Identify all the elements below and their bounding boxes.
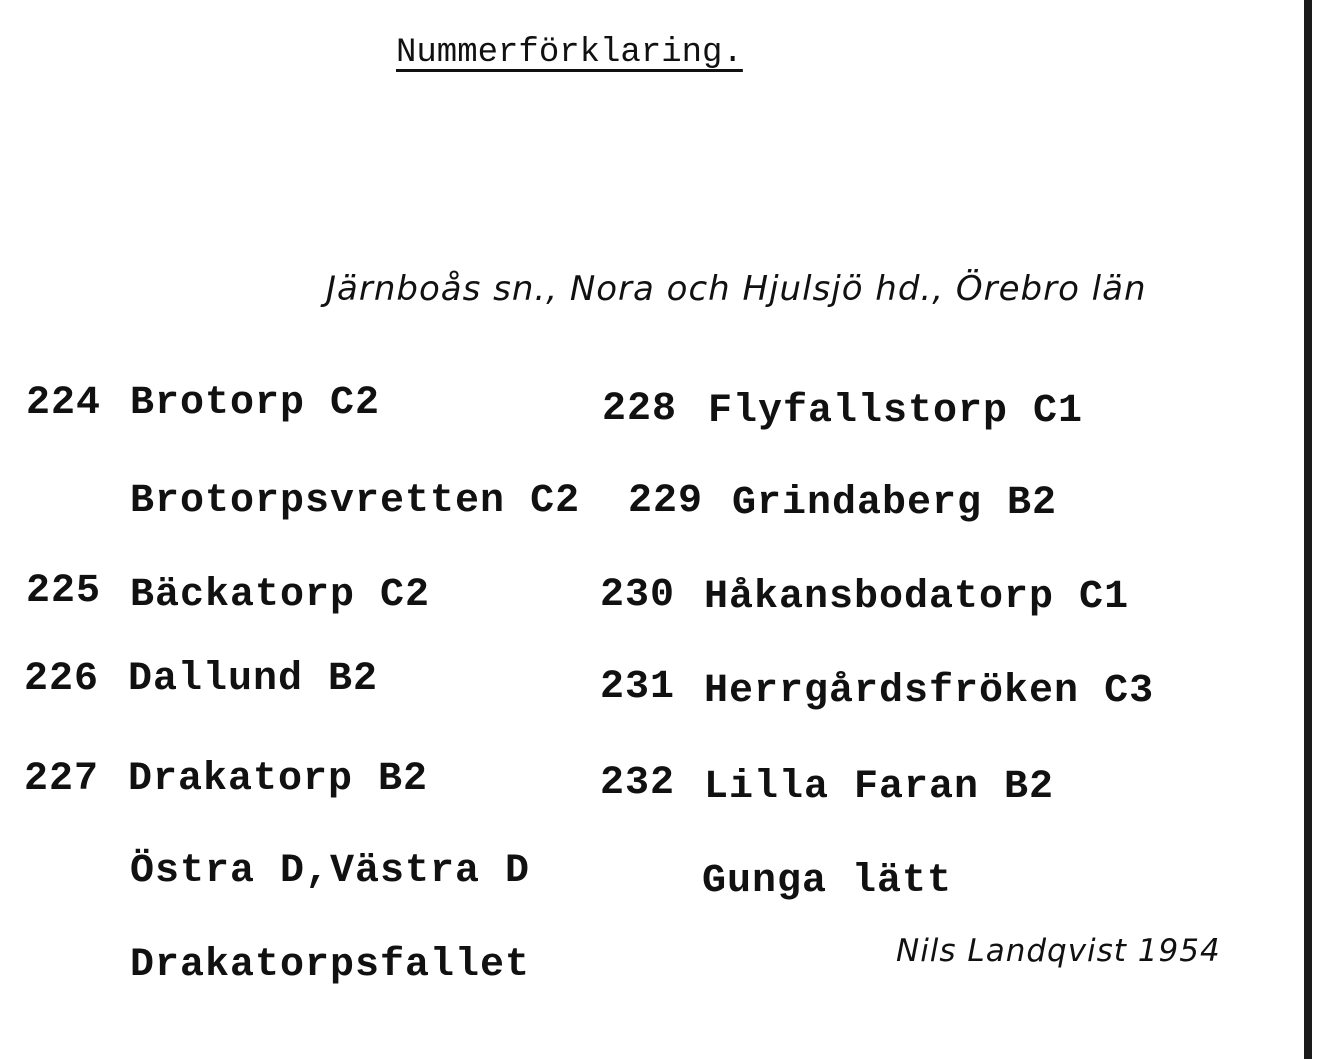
entry-number-227: 227 [24,757,100,802]
entry-number-230: 230 [600,573,676,618]
entry-name-brotorpsvretten: Brotorpsvretten C2 [130,479,581,524]
entry-name-dallund: Dallund B2 [128,657,379,702]
entry-number-226: 226 [24,657,100,702]
region-subtitle: Järnboås sn., Nora och Hjulsjö hd., Örebro län [326,269,1147,309]
author-signature: Nils Landqvist 1954 [896,933,1221,969]
entry-name-herrgardsfroken: Herrgårdsfröken C3 [704,669,1155,714]
entry-number-225: 225 [26,569,102,614]
entry-number-232: 232 [600,761,676,806]
entry-name-ostra-vastra: Östra D,Västra D [130,849,531,894]
entry-name-gunga-latt: Gunga lätt [702,859,953,904]
entry-name-drakatorpsfallet: Drakatorpsfallet [130,943,531,988]
entry-number-229: 229 [628,479,704,524]
page-title: Nummerförklaring. [396,34,743,72]
entry-number-228: 228 [602,387,678,432]
entry-name-grindaberg: Grindaberg B2 [732,481,1058,526]
entry-name-lilla-faran: Lilla Faran B2 [704,765,1055,810]
entry-name-brotorp: Brotorp C2 [130,381,381,426]
entry-number-231: 231 [600,665,676,710]
entry-name-flyfallstorp: Flyfallstorp C1 [708,389,1084,434]
entry-name-drakatorp: Drakatorp B2 [128,757,429,802]
entry-name-hakansbodatorp: Håkansbodatorp C1 [704,575,1130,620]
entry-name-backatorp: Bäckatorp C2 [130,573,431,618]
scan-edge-line [1304,0,1312,1059]
entry-number-224: 224 [26,381,102,426]
